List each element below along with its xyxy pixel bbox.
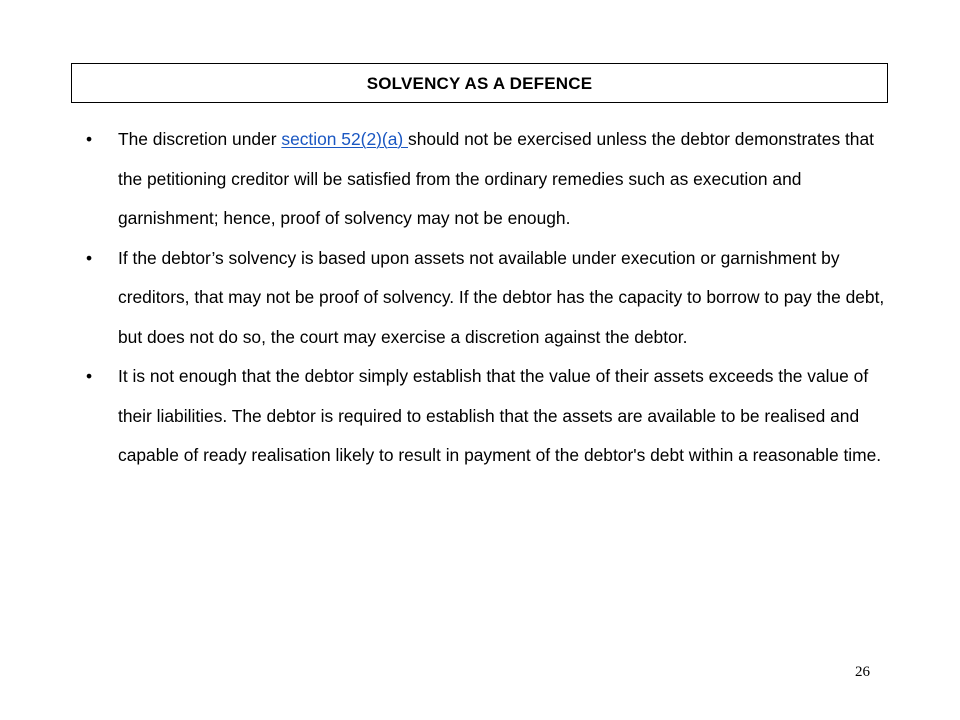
- bullet-text-after-link: should not be exercised unless the debtor demonstrates that the petitioning creditor will be satisfied from the ordinary remedies such as execution and garnishment; hence, proof of solvency may not be enough.: [118, 129, 874, 228]
- bullet-icon: •: [86, 366, 93, 386]
- bullet-text: If the debtor’s solvency is based upon assets not available under execution or garnishment by creditors, that may not be proof of solvency. If the debtor has the capacity to borrow to pay the debt, but does not do so, the court may exercise a discretion against the debtor.: [118, 247, 885, 347]
- bullet-item-1: [86, 120, 886, 239]
- bullet-item-3: [86, 357, 886, 476]
- page-number: 26: [855, 664, 870, 680]
- bullet-list: [86, 120, 886, 476]
- section-52-link[interactable]: section 52(2)(a): [281, 129, 408, 149]
- bullet-icon: •: [86, 129, 93, 149]
- bullet-text: It is not enough that the debtor simply establish that the value of their assets exceeds the value of their liabilities. The debtor is required to establish that the assets are available to be realised and capable of ready realisation likely to result in payment of the debtor's debt within a reasonable time.: [118, 366, 882, 465]
- bullet-icon: •: [86, 247, 93, 268]
- bullet-item-2: [86, 239, 886, 358]
- slide-title: SOLVENCY AS A DEFENCE: [366, 74, 593, 93]
- bullet-text-before-link: The discretion under: [118, 129, 282, 149]
- slide-title-box: [71, 63, 888, 103]
